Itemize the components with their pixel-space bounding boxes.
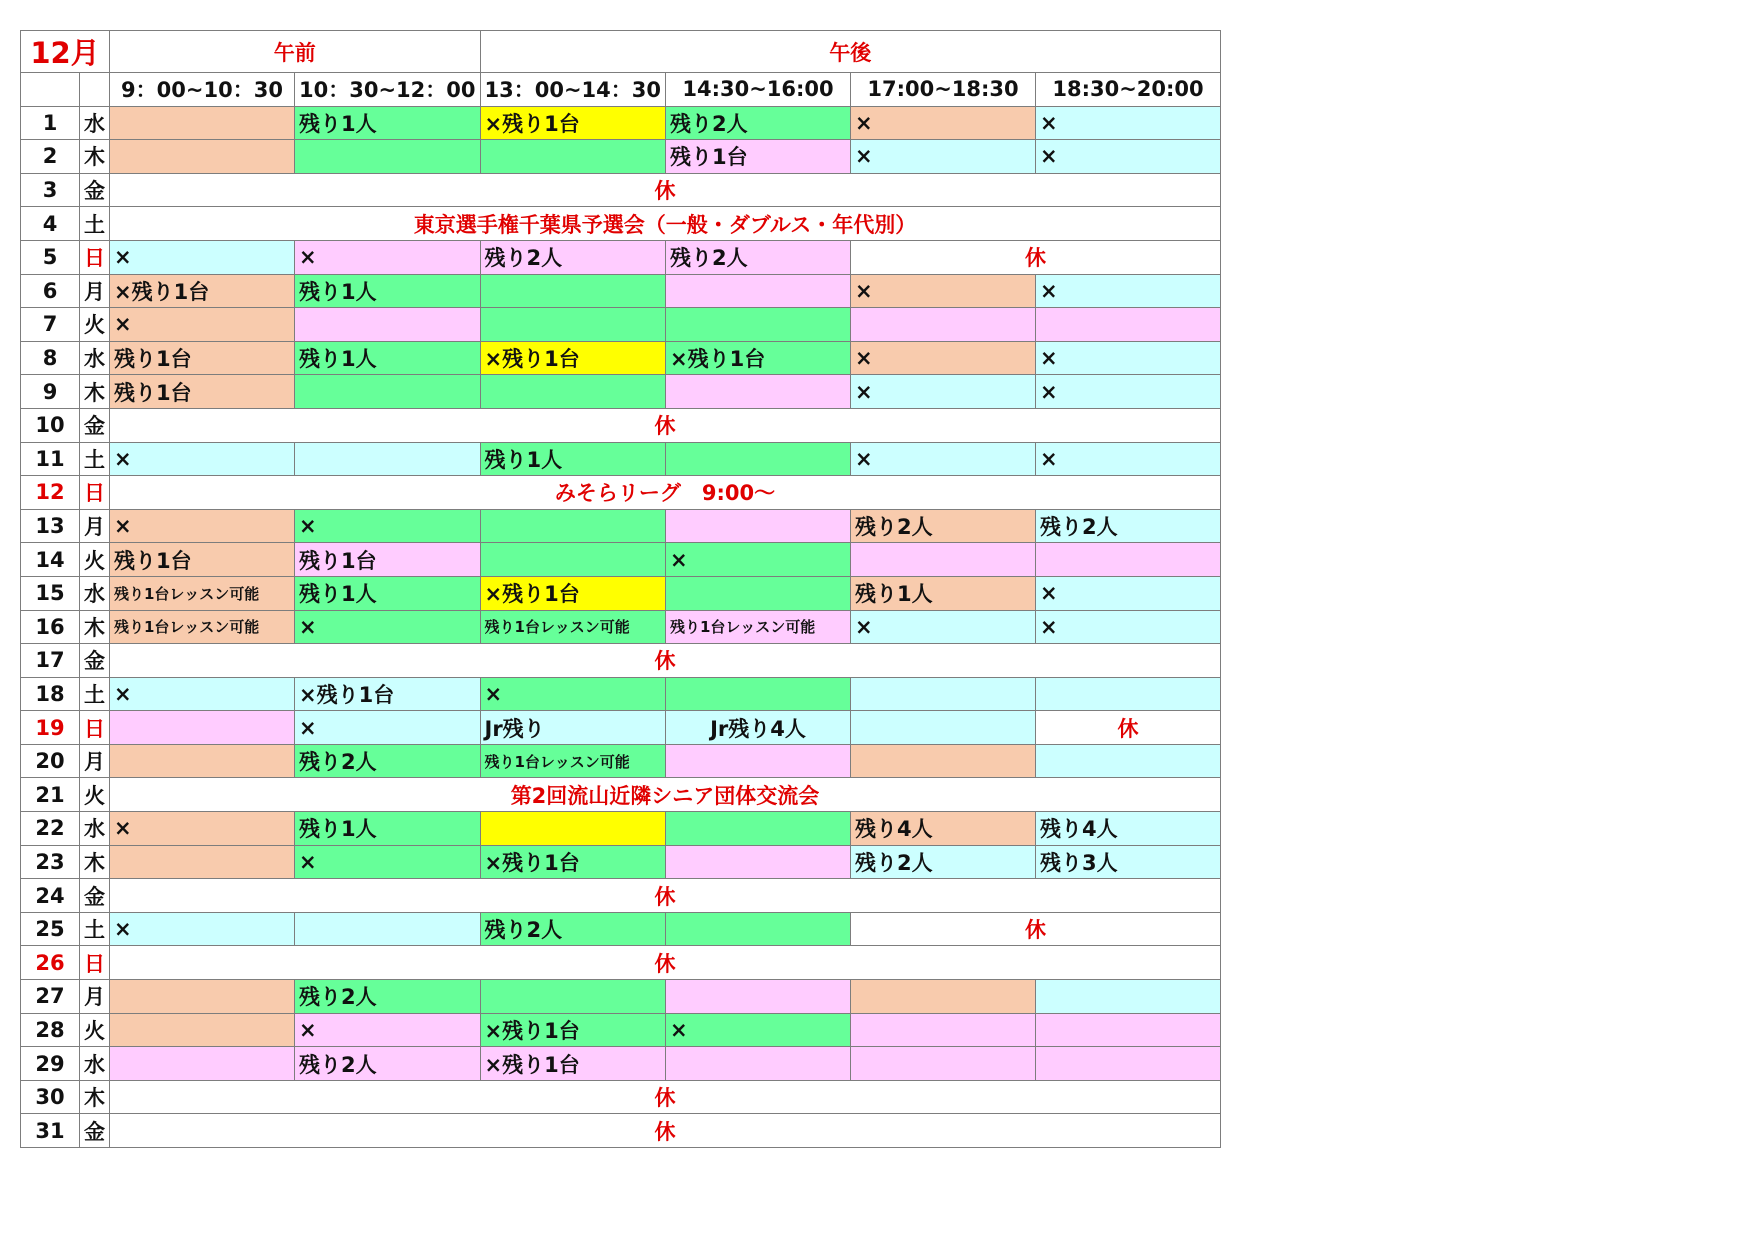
slot-cell: 残り1台 [110,375,295,409]
weekday-label: 日 [80,711,110,745]
slot-cell [295,308,481,342]
slot-cell: × [480,677,666,711]
weekday-label: 水 [80,812,110,846]
slot-cell [851,1047,1036,1081]
day-row [21,610,1221,644]
slot-cell [110,1013,295,1047]
day-number: 27 [21,980,80,1014]
slot-cell: 残り2人 [295,744,481,778]
day-row [21,476,1221,510]
slot-cell: 残り2人 [480,912,666,946]
slot-cell: × [110,812,295,846]
day-row [21,644,1221,678]
weekday-label: 土 [80,442,110,476]
blank-header-cell [21,73,80,107]
day-row [21,1013,1221,1047]
timeslot-header: 17:00~18:30 [851,73,1036,107]
day-number: 2 [21,140,80,174]
slot-cell [666,812,851,846]
day-number: 12 [21,476,80,510]
weekday-label: 木 [80,1080,110,1114]
slot-cell: 残り1台 [110,341,295,375]
blank-header-cell [80,73,110,107]
weekday-label: 木 [80,845,110,879]
weekday-label: 金 [80,1114,110,1148]
slot-cell: 残り1台レッスン可能 [666,610,851,644]
weekday-label: 火 [80,1013,110,1047]
slot-cell: 残り2人 [666,240,851,274]
slot-cell [1036,1013,1221,1047]
slot-cell: 残り2人 [851,509,1036,543]
slot-cell [851,677,1036,711]
slot-cell [666,274,851,308]
slot-cell [666,677,851,711]
slot-cell [1036,1047,1221,1081]
slot-cell [666,980,851,1014]
slot-cell: × [110,308,295,342]
slot-cell: × [1036,442,1221,476]
slot-cell [295,442,481,476]
weekday-label: 土 [80,207,110,241]
day-row [21,980,1221,1014]
timeslot-header: 18:30~20:00 [1036,73,1221,107]
slot-cell: 残り4人 [1036,812,1221,846]
slot-cell [480,509,666,543]
slot-cell: × [295,711,481,745]
day-number: 3 [21,173,80,207]
morning-header: 午前 [110,31,481,73]
full-day-notice: 第2回流山近隣シニア団体交流会 [110,778,1221,812]
slot-cell [1036,677,1221,711]
slot-cell: × [295,509,481,543]
slot-cell [851,308,1036,342]
slot-cell: 残り1人 [295,576,481,610]
slot-cell: ×残り1台 [666,341,851,375]
slot-cell [1036,744,1221,778]
slot-cell: × [110,912,295,946]
full-day-notice: 休 [110,879,1221,913]
slot-cell [666,1047,851,1081]
full-day-notice: 休 [110,1114,1221,1148]
timeslot-header: 10：30~12：00 [295,73,481,107]
slot-cell [666,744,851,778]
slot-cell: × [1036,341,1221,375]
day-number: 4 [21,207,80,241]
full-day-notice: 東京選手権千葉県予選会（一般・ダブルス・年代別） [110,207,1221,241]
day-row [21,744,1221,778]
day-row [21,879,1221,913]
day-row [21,1080,1221,1114]
weekday-label: 火 [80,308,110,342]
slot-cell: × [110,509,295,543]
day-row [21,240,1221,274]
day-number: 22 [21,812,80,846]
slot-cell: 残り1人 [295,274,481,308]
day-row [21,207,1221,241]
slot-cell: 残り1人 [851,576,1036,610]
closed-cell: 休 [1036,711,1221,745]
slot-cell: ×残り1台 [480,845,666,879]
slot-cell [110,140,295,174]
weekday-label: 水 [80,106,110,140]
slot-cell: 残り3人 [1036,845,1221,879]
closed-cell: 休 [851,240,1221,274]
day-row [21,912,1221,946]
day-number: 13 [21,509,80,543]
day-row [21,543,1221,577]
slot-cell [295,140,481,174]
closed-cell: 休 [851,912,1221,946]
header-row-timeslots [21,73,1221,107]
slot-cell [851,711,1036,745]
timeslot-header: 9：00~10：30 [110,73,295,107]
weekday-label: 水 [80,576,110,610]
slot-cell: × [851,140,1036,174]
day-number: 23 [21,845,80,879]
day-number: 17 [21,644,80,678]
day-row [21,812,1221,846]
day-row [21,408,1221,442]
day-number: 9 [21,375,80,409]
slot-cell: × [1036,106,1221,140]
slot-cell: 残り1台 [110,543,295,577]
slot-cell [110,106,295,140]
slot-cell: 残り1台レッスン可能 [110,576,295,610]
slot-cell [480,274,666,308]
day-row [21,341,1221,375]
full-day-notice: みそらリーグ 9:00～ [110,476,1221,510]
day-row [21,1047,1221,1081]
weekday-label: 木 [80,375,110,409]
weekday-label: 日 [80,240,110,274]
slot-cell [480,308,666,342]
full-day-notice: 休 [110,946,1221,980]
day-row [21,140,1221,174]
day-number: 10 [21,408,80,442]
slot-cell [666,308,851,342]
day-number: 26 [21,946,80,980]
day-row [21,677,1221,711]
day-row [21,106,1221,140]
day-row [21,274,1221,308]
slot-cell [1036,980,1221,1014]
day-number: 29 [21,1047,80,1081]
slot-cell: 残り1台 [295,543,481,577]
header-row-periods [21,31,1221,73]
day-number: 31 [21,1114,80,1148]
reservation-schedule-table [20,30,1221,1148]
weekday-label: 木 [80,610,110,644]
day-row [21,1114,1221,1148]
slot-cell: × [851,341,1036,375]
day-number: 1 [21,106,80,140]
day-row [21,308,1221,342]
slot-cell [480,980,666,1014]
day-number: 7 [21,308,80,342]
slot-cell: Jr残り [480,711,666,745]
slot-cell [110,980,295,1014]
weekday-label: 月 [80,509,110,543]
day-number: 8 [21,341,80,375]
day-number: 21 [21,778,80,812]
slot-cell: × [666,1013,851,1047]
slot-cell [110,744,295,778]
weekday-label: 金 [80,408,110,442]
slot-cell: ×残り1台 [295,677,481,711]
slot-cell [666,375,851,409]
slot-cell: ×残り1台 [480,1047,666,1081]
slot-cell [295,375,481,409]
weekday-label: 水 [80,1047,110,1081]
day-number: 20 [21,744,80,778]
weekday-label: 日 [80,946,110,980]
slot-cell [1036,543,1221,577]
day-row [21,442,1221,476]
slot-cell [851,980,1036,1014]
slot-cell: ×残り1台 [480,1013,666,1047]
day-number: 18 [21,677,80,711]
slot-cell: 残り1台レッスン可能 [480,744,666,778]
weekday-label: 火 [80,543,110,577]
day-number: 6 [21,274,80,308]
slot-cell: × [666,543,851,577]
slot-cell: × [295,1013,481,1047]
slot-cell [1036,308,1221,342]
slot-cell: 残り2人 [480,240,666,274]
slot-cell: Jr残り4人 [666,711,851,745]
weekday-label: 土 [80,912,110,946]
slot-cell [666,912,851,946]
slot-cell: × [110,442,295,476]
slot-cell [295,912,481,946]
slot-cell: 残り1台レッスン可能 [110,610,295,644]
day-row [21,576,1221,610]
slot-cell [480,375,666,409]
slot-cell [110,711,295,745]
slot-cell: × [1036,375,1221,409]
slot-cell: 残り1台レッスン可能 [480,610,666,644]
weekday-label: 木 [80,140,110,174]
slot-cell [851,543,1036,577]
slot-cell [851,1013,1036,1047]
day-row [21,375,1221,409]
weekday-label: 金 [80,173,110,207]
slot-cell [480,543,666,577]
slot-cell: 残り1台 [666,140,851,174]
day-number: 11 [21,442,80,476]
slot-cell: × [295,845,481,879]
day-number: 5 [21,240,80,274]
slot-cell: × [1036,140,1221,174]
full-day-notice: 休 [110,408,1221,442]
day-number: 30 [21,1080,80,1114]
slot-cell: 残り4人 [851,812,1036,846]
slot-cell: × [1036,610,1221,644]
weekday-label: 水 [80,341,110,375]
weekday-label: 金 [80,644,110,678]
slot-cell: × [851,442,1036,476]
slot-cell: 残り1人 [480,442,666,476]
day-number: 25 [21,912,80,946]
slot-cell: 残り1人 [295,106,481,140]
slot-cell: ×残り1台 [480,341,666,375]
slot-cell: 残り1人 [295,341,481,375]
slot-cell: × [851,610,1036,644]
slot-cell: ×残り1台 [110,274,295,308]
slot-cell: 残り2人 [1036,509,1221,543]
slot-cell: ×残り1台 [480,106,666,140]
slot-cell [666,845,851,879]
day-row [21,711,1221,745]
slot-cell [666,509,851,543]
month-label: 12月 [21,31,110,73]
weekday-label: 月 [80,274,110,308]
full-day-notice: 休 [110,173,1221,207]
afternoon-header: 午後 [480,31,1221,73]
slot-cell: × [1036,576,1221,610]
slot-cell: ×残り1台 [480,576,666,610]
slot-cell: × [110,677,295,711]
slot-cell: × [851,375,1036,409]
day-number: 28 [21,1013,80,1047]
schedule-body [21,31,1221,1148]
slot-cell [480,812,666,846]
slot-cell: × [295,610,481,644]
day-number: 24 [21,879,80,913]
full-day-notice: 休 [110,1080,1221,1114]
slot-cell: 残り2人 [295,980,481,1014]
timeslot-header: 13：00~14：30 [480,73,666,107]
day-row [21,778,1221,812]
day-number: 14 [21,543,80,577]
day-row [21,509,1221,543]
timeslot-header: 14:30~16:00 [666,73,851,107]
day-number: 15 [21,576,80,610]
slot-cell [851,744,1036,778]
slot-cell [110,1047,295,1081]
weekday-label: 日 [80,476,110,510]
slot-cell: 残り1人 [295,812,481,846]
weekday-label: 火 [80,778,110,812]
slot-cell: × [295,240,481,274]
slot-cell: 残り2人 [295,1047,481,1081]
slot-cell: 残り2人 [666,106,851,140]
slot-cell [666,576,851,610]
slot-cell: 残り2人 [851,845,1036,879]
day-row [21,173,1221,207]
weekday-label: 土 [80,677,110,711]
slot-cell: × [1036,274,1221,308]
slot-cell [666,442,851,476]
slot-cell: × [110,240,295,274]
slot-cell: × [851,106,1036,140]
weekday-label: 月 [80,744,110,778]
slot-cell [110,845,295,879]
weekday-label: 金 [80,879,110,913]
full-day-notice: 休 [110,644,1221,678]
slot-cell [480,140,666,174]
weekday-label: 月 [80,980,110,1014]
slot-cell: × [851,274,1036,308]
day-number: 16 [21,610,80,644]
day-number: 19 [21,711,80,745]
day-row [21,845,1221,879]
day-row [21,946,1221,980]
